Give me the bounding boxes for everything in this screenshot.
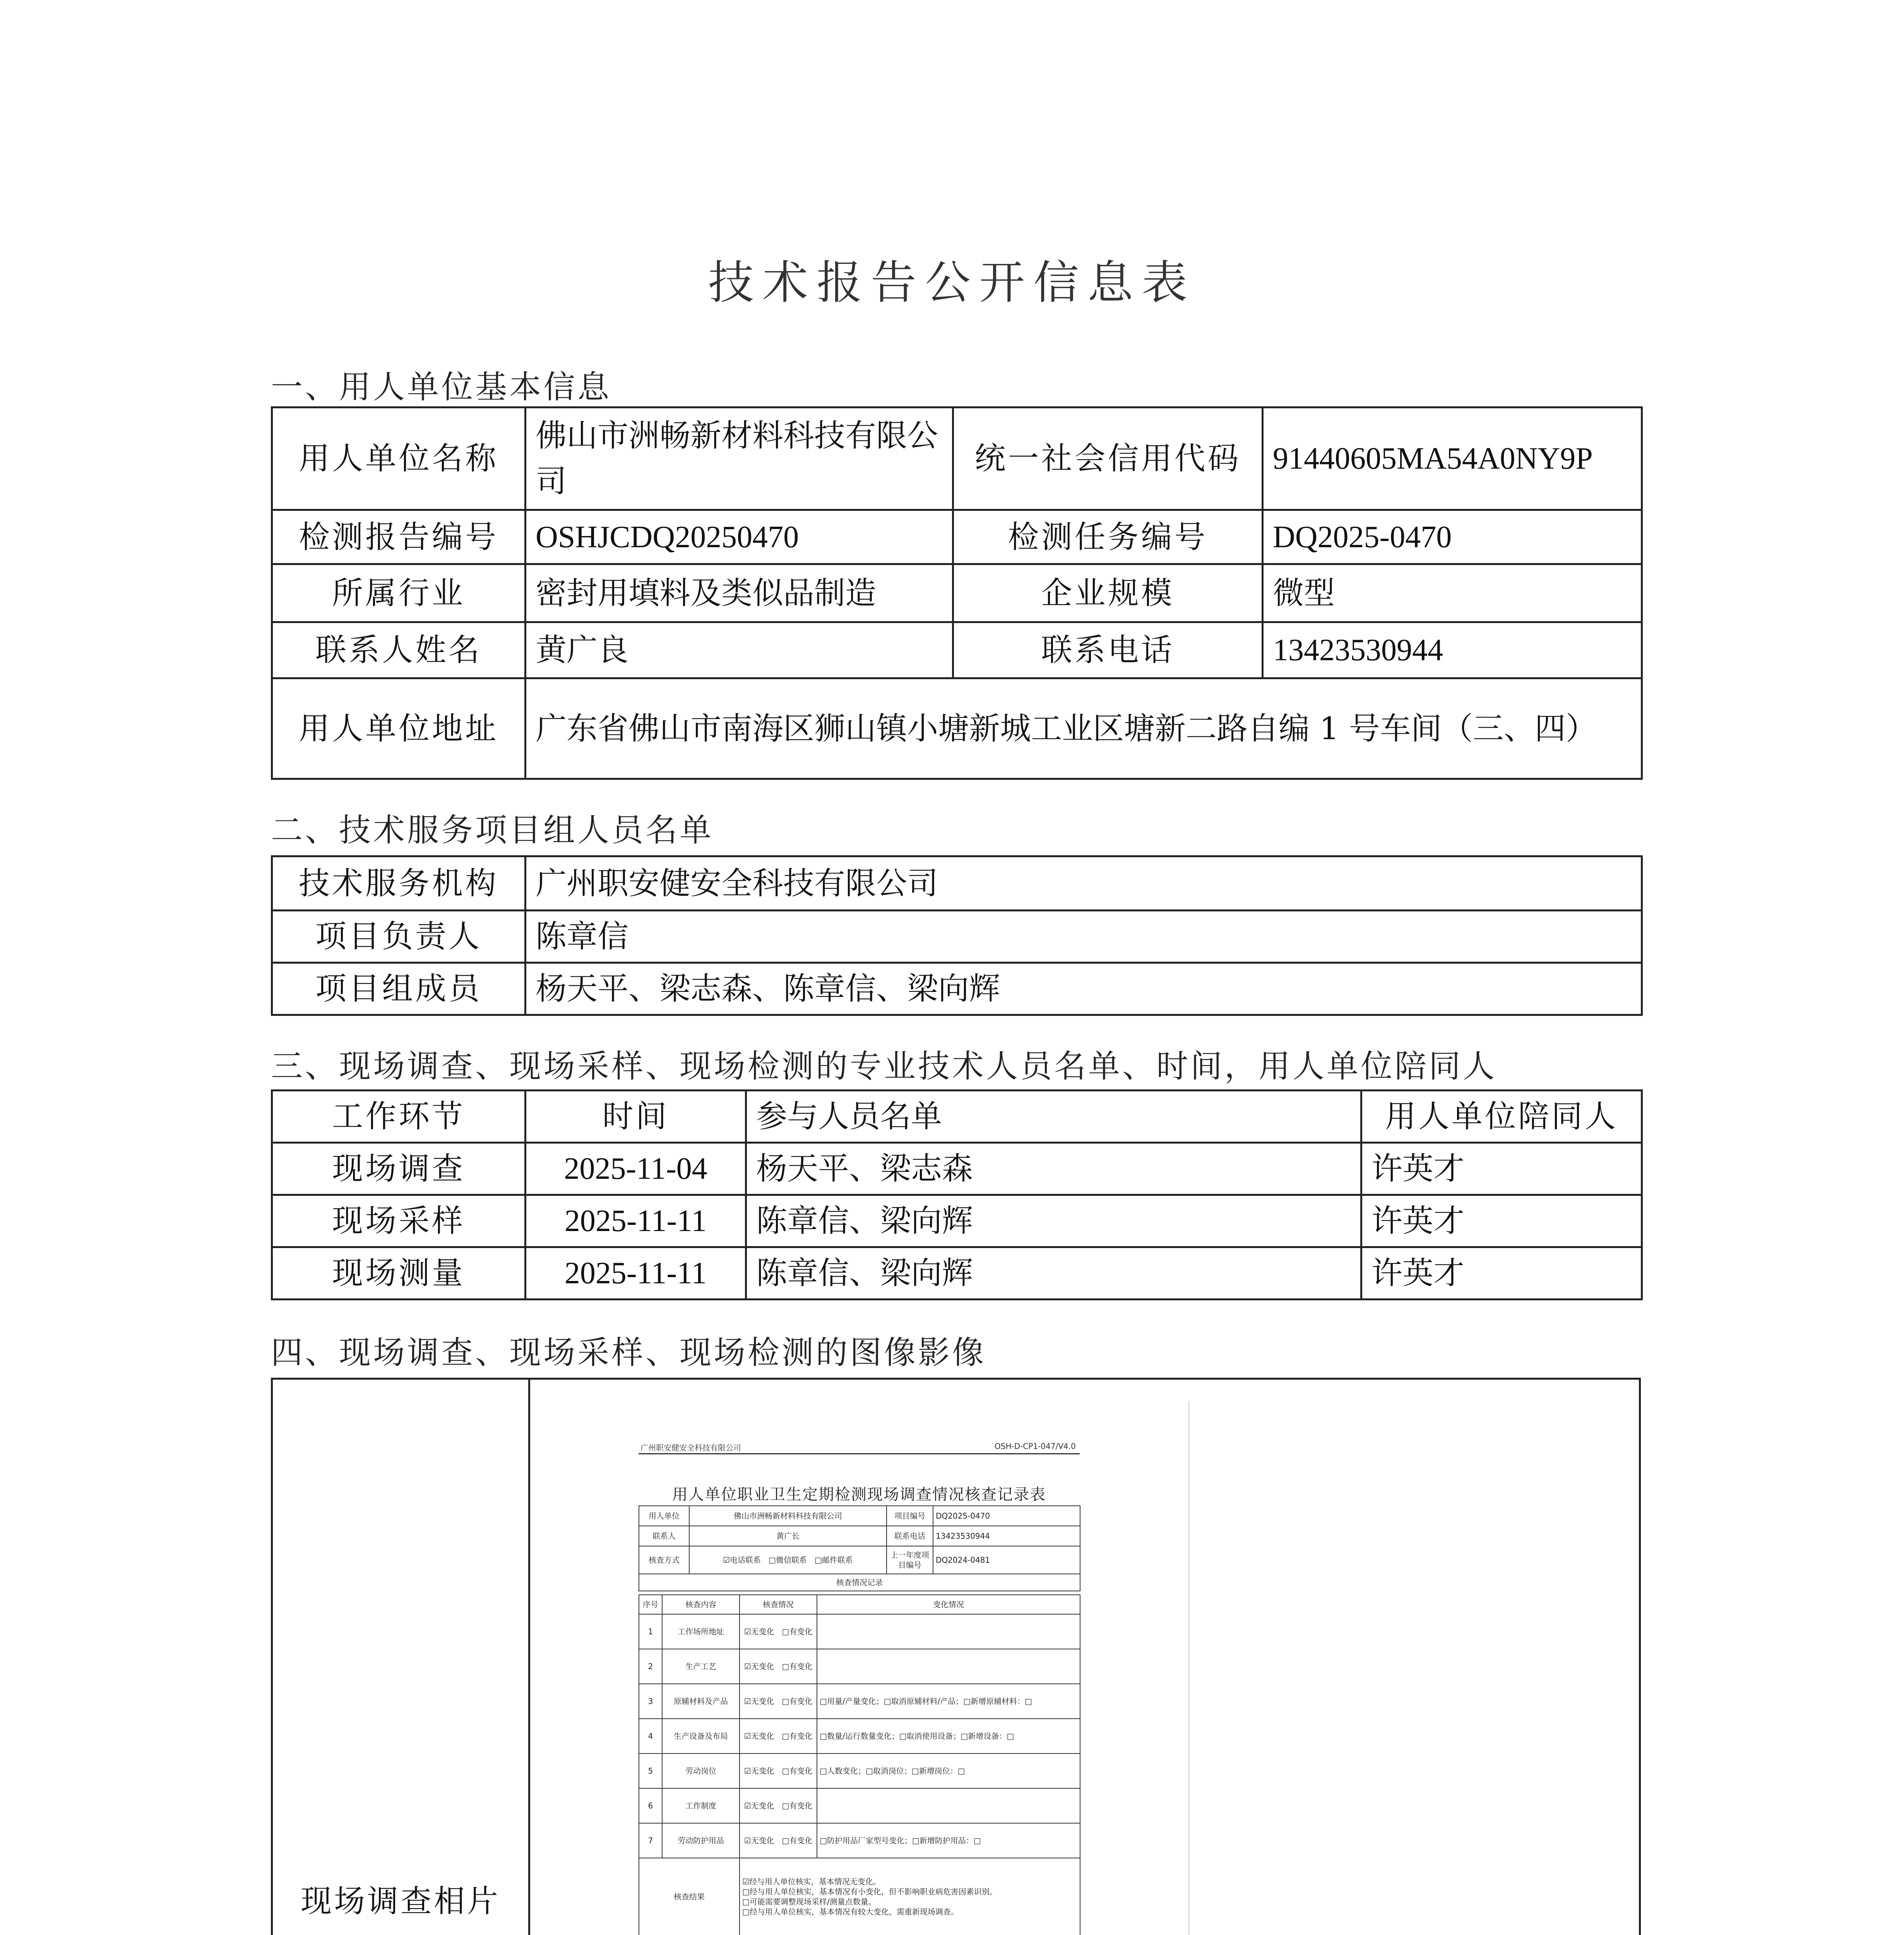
- scan-row-item: 生产设备及布局: [662, 1719, 740, 1753]
- company-value: 佛山市洲畅新材料科技有限公司: [526, 408, 953, 510]
- table-row: [639, 1614, 1080, 1649]
- scan-row-change: □数量/运行数量变化；□取消使用设备；□新增设备：□: [817, 1719, 1080, 1753]
- scan-project-no-label: 项目编号: [887, 1506, 933, 1526]
- address-label: 用人单位地址: [272, 678, 526, 779]
- date-cell: 2025-11-11: [526, 1195, 746, 1247]
- escort-cell: 许英才: [1361, 1247, 1642, 1300]
- scan-check-table: [639, 1594, 1080, 1935]
- stage-cell: 现场测量: [272, 1247, 526, 1300]
- org-value: 广州职安健安全科技有限公司: [526, 856, 1642, 911]
- scan-row-change: [817, 1614, 1080, 1649]
- scan-col-header: 变化情况: [817, 1595, 1080, 1614]
- photo-label: 现场调查相片: [273, 1380, 530, 1935]
- col-header: 工作环节: [272, 1091, 526, 1143]
- scan-row-no: 7: [639, 1823, 662, 1858]
- scan-col-header: 序号: [639, 1595, 662, 1614]
- field-work-table: [271, 1089, 1643, 1300]
- scan-row-no: 3: [639, 1684, 662, 1719]
- address-value: 广东省佛山市南海区狮山镇小塘新城工业区塘新二路自编 1 号车间（三、四）: [526, 678, 1642, 779]
- scan-row-status: ☑无变化 □有变化: [740, 1753, 817, 1788]
- scan-project-no-value: DQ2025-0470: [933, 1506, 1080, 1526]
- scan-unit-label: 用人单位: [639, 1506, 689, 1526]
- scan-row-no: 6: [639, 1788, 662, 1823]
- scan-phone-value: 13423530944: [933, 1526, 1080, 1546]
- scan-last-no-value: DQ2024-0481: [933, 1546, 1080, 1574]
- scan-phone-label: 联系电话: [887, 1526, 933, 1546]
- scan-col-header: 核查内容: [662, 1595, 740, 1614]
- leader-value: 陈章信: [526, 911, 1642, 963]
- scan-row-no: 2: [639, 1649, 662, 1684]
- stage-cell: 现场采样: [272, 1195, 526, 1247]
- col-header: 用人单位陪同人: [1361, 1091, 1642, 1143]
- scale-value: 微型: [1263, 564, 1642, 622]
- scan-form-title: 用人单位职业卫生定期检测现场调查情况核查记录表: [672, 1486, 1046, 1503]
- scan-row-change: [817, 1649, 1080, 1684]
- scan-header-rule: [639, 1453, 1080, 1454]
- scan-row-item: 工作场所地址: [662, 1614, 740, 1649]
- escort-cell: 许英才: [1361, 1143, 1642, 1195]
- staff-cell: 杨天平、梁志森: [746, 1143, 1361, 1195]
- members-label: 项目组成员: [272, 963, 526, 1015]
- scan-row-item: 生产工艺: [662, 1649, 740, 1684]
- scan-result-line: ☑经与用人单位核实，基本情况无变化。: [742, 1877, 881, 1886]
- col-header: 时间: [526, 1091, 746, 1143]
- date-cell: 2025-11-04: [526, 1143, 746, 1195]
- phone-label: 联系电话: [953, 622, 1263, 678]
- members-value: 杨天平、梁志森、陈章信、梁向辉: [526, 963, 1642, 1015]
- scan-header-left: 广州职安健安全科技有限公司: [640, 1443, 741, 1452]
- section-2-title: 二、技术服务项目组人员名单: [271, 812, 714, 849]
- scan-record-title: 核查情况记录: [639, 1574, 1080, 1591]
- scan-row-change: □人数变化；□取消岗位；□新增岗位：□: [817, 1753, 1080, 1788]
- table-row: [272, 1195, 1642, 1247]
- phone-value: 13423530944: [1263, 622, 1642, 678]
- scan-row-status: ☑无变化 □有变化: [740, 1649, 817, 1684]
- table-row: [639, 1649, 1080, 1684]
- survey-record-scan: [534, 1401, 1190, 1935]
- scan-row-status: ☑无变化 □有变化: [740, 1788, 817, 1823]
- scan-result-line: □经与用人单位核实，基本情况有小变化，但不影响职业病危害因素识别。: [742, 1887, 997, 1896]
- staff-cell: 陈章信、梁向辉: [746, 1195, 1361, 1247]
- industry-value: 密封用填料及类似品制造: [526, 564, 953, 622]
- scan-result-line: □可能需要调整现场采样/测量点数量。: [742, 1897, 876, 1906]
- escort-cell: 许英才: [1361, 1195, 1642, 1247]
- contact-value: 黄广良: [526, 622, 953, 678]
- leader-label: 项目负责人: [272, 911, 526, 963]
- scan-header-right: OSH-D-CP1-047/V4.0: [995, 1442, 1076, 1451]
- scan-row-status: ☑无变化 □有变化: [740, 1614, 817, 1649]
- col-header: 参与人员名单: [746, 1091, 1361, 1143]
- table-row: [272, 1143, 1642, 1195]
- table-row: [639, 1788, 1080, 1823]
- scan-row-status: ☑无变化 □有变化: [740, 1719, 817, 1753]
- scan-method-value: ☑电话联系 □微信联系 □邮件联系: [689, 1546, 887, 1574]
- scan-row-item: 原辅材料及产品: [662, 1684, 740, 1719]
- scan-row-item: 工作制度: [662, 1788, 740, 1823]
- scan-result-label: 核查结果: [639, 1858, 740, 1935]
- report-no-label: 检测报告编号: [272, 510, 526, 564]
- section-4-title: 四、现场调查、现场采样、现场检测的图像影像: [271, 1334, 986, 1371]
- task-no-label: 检测任务编号: [953, 510, 1263, 564]
- table-row: [639, 1753, 1080, 1788]
- scan-info-table: [639, 1505, 1080, 1591]
- scan-row-no: 5: [639, 1753, 662, 1788]
- table-row: [639, 1719, 1080, 1753]
- scan-results: [740, 1858, 1080, 1935]
- page-title: 技术报告公开信息表: [708, 256, 1196, 309]
- staff-cell: 陈章信、梁向辉: [746, 1247, 1361, 1300]
- scan-method-label: 核查方式: [639, 1546, 689, 1574]
- table-row: [639, 1684, 1080, 1719]
- scan-col-header: 核查情况: [740, 1595, 817, 1614]
- task-no-value: DQ2025-0470: [1263, 510, 1642, 564]
- report-no-value: OSHJCDQ20250470: [526, 510, 953, 564]
- scan-result-line: □经与用人单位核实，基本情况有较大变化，需重新现场调查。: [742, 1907, 959, 1916]
- scan-row-item: 劳动防护用品: [662, 1823, 740, 1858]
- scan-row-item: 劳动岗位: [662, 1753, 740, 1788]
- company-label: 用人单位名称: [272, 408, 526, 510]
- scan-row-change: [817, 1788, 1080, 1823]
- scan-last-no-label: 上一年度项目编号: [887, 1546, 933, 1574]
- date-cell: 2025-11-11: [526, 1247, 746, 1300]
- scan-unit-value: 佛山市洲畅新材料科技有限公司: [689, 1506, 887, 1526]
- section-3-title: 三、现场调查、现场采样、现场检测的专业技术人员名单、时间，用人单位陪同人: [271, 1048, 1497, 1085]
- scan-row-change: □防护用品厂家型号变化；□新增防护用品：□: [817, 1823, 1080, 1858]
- contact-label: 联系人姓名: [272, 622, 526, 678]
- table-row: [639, 1823, 1080, 1858]
- scan-row-status: ☑无变化 □有变化: [740, 1823, 817, 1858]
- scan-row-no: 1: [639, 1614, 662, 1649]
- stage-cell: 现场调查: [272, 1143, 526, 1195]
- team-table: [271, 855, 1643, 1016]
- scan-contact-value: 黄广长: [689, 1526, 887, 1546]
- credit-code-value: 91440605MA54A0NY9P: [1263, 408, 1642, 510]
- credit-code-label: 统一社会信用代码: [953, 408, 1263, 510]
- scale-label: 企业规模: [953, 564, 1263, 622]
- scan-contact-label: 联系人: [639, 1526, 689, 1546]
- section-1-title: 一、用人单位基本信息: [271, 369, 612, 406]
- scan-row-change: □用量/产量变化；□取消原辅材料/产品；□新增原辅材料：□: [817, 1684, 1080, 1719]
- scan-row-status: ☑无变化 □有变化: [740, 1684, 817, 1719]
- industry-label: 所属行业: [272, 564, 526, 622]
- org-label: 技术服务机构: [272, 856, 526, 911]
- table-row: [272, 1247, 1642, 1300]
- scan-row-no: 4: [639, 1719, 662, 1753]
- basic-info-table: [271, 406, 1643, 780]
